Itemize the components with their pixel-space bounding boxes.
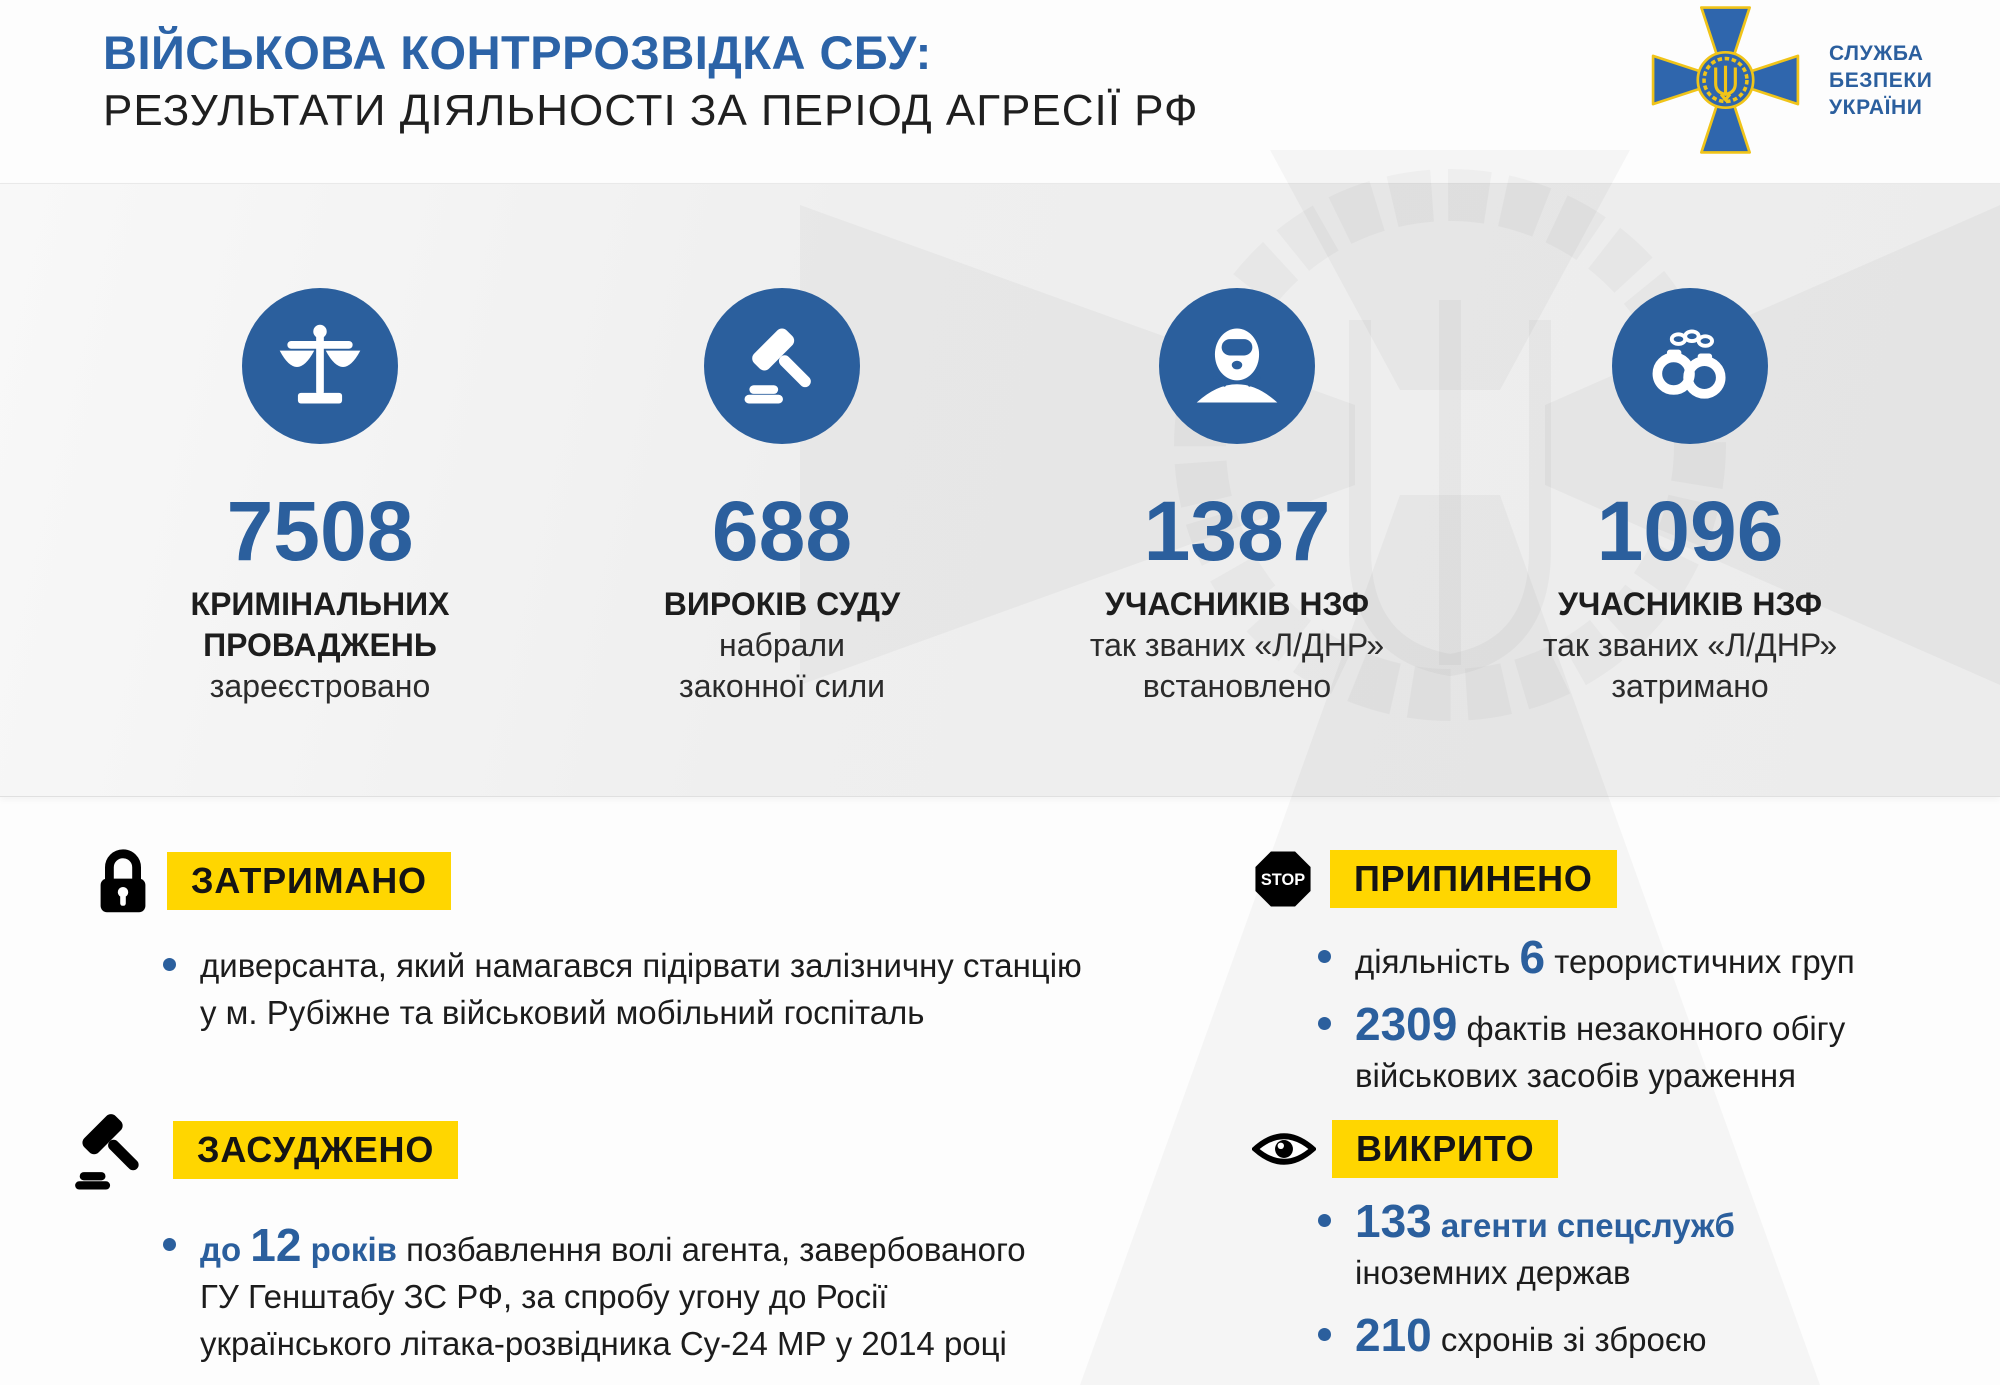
eye-icon <box>1252 1127 1316 1171</box>
stopped-badge: ПРИПИНЕНО <box>1330 850 1617 908</box>
stat-militants-detained <box>1460 288 1920 707</box>
stat-label: УЧАСНИКІВ НЗФ <box>1557 586 1822 622</box>
list-item <box>163 942 1165 1036</box>
sbu-logo-line: СЛУЖБА <box>1829 41 1924 65</box>
balaclava-icon <box>1189 318 1285 414</box>
page-subtitle: РЕЗУЛЬТАТИ ДІЯЛЬНОСТІ ЗА ПЕРІОД АГРЕСІЇ РФ <box>103 86 1199 135</box>
stat-circle <box>242 288 398 444</box>
section-convicted <box>65 1104 1145 1367</box>
bullet-text: диверсанта, який намагався підірвати залізничну станцію <box>200 947 1082 984</box>
list-item <box>1318 1195 1972 1296</box>
illegal-weapons-number: 2309 <box>1355 998 1458 1050</box>
sentence-suffix: років <box>301 1231 407 1268</box>
stat-label: ВИРОКІВ СУДУ <box>663 586 901 622</box>
stat-sublabel: набрали <box>719 627 845 663</box>
stat-value: 7508 <box>226 484 414 578</box>
list-item <box>1318 998 1972 1099</box>
sbu-logo <box>1648 4 1932 156</box>
weapon-caches-number: 210 <box>1355 1309 1432 1361</box>
bullet-text: українського літака-розвідника Су-24 МР у 2014 році <box>200 1325 1007 1362</box>
bullet-text: іноземних держав <box>1355 1254 1631 1291</box>
list-item <box>1318 1309 1972 1363</box>
bullet-text: військових засобів ураження <box>1355 1057 1797 1094</box>
foreign-agents-number: 133 <box>1355 1195 1432 1247</box>
list-item <box>163 1219 1145 1367</box>
stop-icon-text: STOP <box>1260 871 1306 890</box>
stat-value: 1096 <box>1596 484 1784 578</box>
stat-sublabel: так званих «Л/ДНР» <box>1089 627 1385 663</box>
bullet-dot <box>163 1238 176 1251</box>
handcuffs-icon <box>1642 318 1738 414</box>
stop-sign-icon <box>1252 848 1314 910</box>
sentence-years-number: 12 <box>250 1219 302 1271</box>
stat-circle <box>1612 288 1768 444</box>
sbu-cross-icon <box>1648 4 1803 156</box>
section-detained <box>95 848 1165 1036</box>
bullet-dot <box>1318 1017 1331 1030</box>
bullet-text: терористичних груп <box>1545 943 1855 980</box>
bullet-dot <box>1318 1214 1331 1227</box>
sentence-prefix: до <box>200 1231 251 1268</box>
bullet-text: агенти спецслужб <box>1431 1207 1735 1244</box>
section-exposed <box>1252 1120 1972 1363</box>
header <box>103 26 1199 136</box>
stat-court-verdicts <box>552 288 1012 707</box>
exposed-badge: ВИКРИТО <box>1332 1120 1558 1178</box>
bullet-text: позбавлення волі агента, завербованого <box>406 1231 1026 1268</box>
stat-criminal-proceedings <box>90 288 550 707</box>
stat-label: УЧАСНИКІВ НЗФ <box>1104 586 1369 622</box>
gavel-icon <box>734 318 830 414</box>
lock-icon <box>95 848 151 914</box>
bullet-text: у м. Рубіжне та військовий мобільний госпіталь <box>200 994 925 1031</box>
list-item <box>1318 931 1972 985</box>
scales-icon <box>272 318 368 414</box>
bullet-text: фактів незаконного обігу <box>1457 1010 1846 1047</box>
stat-sublabel: затримано <box>1611 668 1769 704</box>
stat-sublabel: законної сили <box>679 668 885 704</box>
gavel-icon <box>65 1104 157 1196</box>
stat-militants-identified <box>1007 288 1467 707</box>
bullet-text: ГУ Генштабу ЗС РФ, за спробу угону до Росії <box>200 1278 888 1315</box>
bullet-dot <box>1318 950 1331 963</box>
stat-value: 1387 <box>1143 484 1331 578</box>
sbu-logo-line: БЕЗПЕКИ <box>1829 68 1933 92</box>
stat-circle <box>704 288 860 444</box>
section-stopped <box>1252 848 1972 1099</box>
sbu-logo-text <box>1829 40 1932 121</box>
bullet-dot <box>1318 1328 1331 1341</box>
stat-value: 688 <box>711 484 853 578</box>
terror-groups-number: 6 <box>1519 931 1546 983</box>
bullet-dot <box>163 958 176 971</box>
page-title: ВІЙСЬКОВА КОНТРРОЗВІДКА СБУ: <box>103 26 932 79</box>
stat-label: ПРОВАДЖЕНЬ <box>203 627 437 663</box>
bullet-text: діяльність <box>1355 943 1520 980</box>
stat-sublabel: так званих «Л/ДНР» <box>1542 627 1838 663</box>
stat-sublabel: встановлено <box>1142 668 1332 704</box>
sbu-logo-line: УКРАЇНИ <box>1829 95 1923 119</box>
stat-label: КРИМІНАЛЬНИХ <box>190 586 450 622</box>
detained-badge: ЗАТРИМАНО <box>167 852 451 910</box>
stat-sublabel: зареєстровано <box>209 668 431 704</box>
bullet-text: схронів зі зброєю <box>1431 1321 1707 1358</box>
stat-circle <box>1159 288 1315 444</box>
convicted-badge: ЗАСУДЖЕНО <box>173 1121 458 1179</box>
